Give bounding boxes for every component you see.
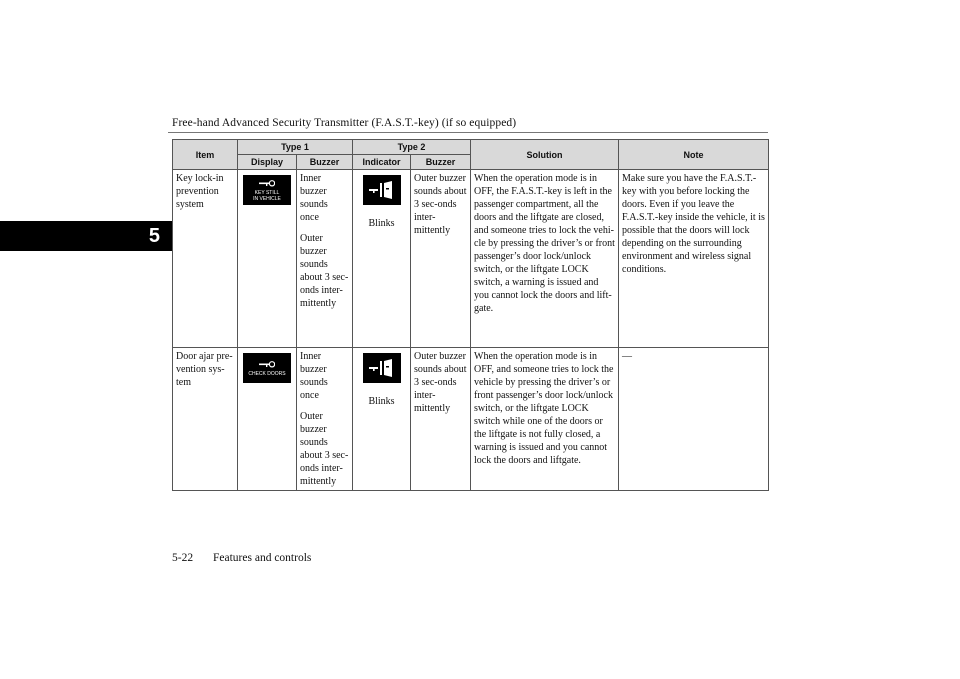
display-text-line1: KEY STILL (254, 189, 280, 196)
table-row (173, 348, 769, 491)
page-number: 5-22 (172, 552, 194, 564)
section-name: Features and controls (213, 552, 312, 564)
item-cell: Door ajar pre-vention sys-tem (173, 348, 238, 491)
buzzer-type2-cell: Outer buzzer sounds about 3 sec-onds inter-mittently (411, 348, 471, 491)
header-solution: Solution (471, 140, 619, 170)
indicator-blinks-text: Blinks (368, 218, 395, 229)
buzzer-outer-text: Outer buzzer sounds about 3 sec-onds inter-mittently (300, 233, 349, 309)
buzzer-inner-text: Inner buzzer sounds once (300, 173, 328, 223)
buzzer-type2-cell: Outer buzzer sounds about 3 sec-onds inter-mittently (411, 170, 471, 348)
table-row (173, 170, 769, 348)
header-buzzer-type1: Buzzer (297, 155, 353, 170)
solution-cell: When the operation mode is in OFF, the F.A.S.T.-key is left in the passenger compartment, all the doors and the liftgate are closed, and someone tries to lock the vehi-cle by pressing the driver’s or front passenger’s door lock/unlock switch, or the liftgate LOCK switch, a warning is issued and you cannot lock the doors and lift-gate. (471, 170, 619, 348)
header-indicator: Indicator (353, 155, 411, 170)
header-rule (168, 132, 768, 133)
header-item: Item (173, 140, 238, 170)
car-key-icon (259, 360, 275, 371)
buzzer-outer-text: Outer buzzer sounds about 3 sec-onds inter-mittently (300, 411, 349, 487)
note-cell: Make sure you have the F.A.S.T.-key with you before locking the doors. Even if you leave the F.A.S.T.-key inside the vehicle, it is possible that the doors will lock depending on the surrounding environment and wireless signal conditions. (619, 170, 769, 348)
header-type2: Type 2 (353, 140, 471, 155)
display-text-line2: IN VEHICLE (253, 195, 281, 202)
note-cell: — (619, 348, 769, 491)
door-open-indicator-icon (363, 353, 401, 383)
solution-cell: When the operation mode is in OFF, and someone tries to lock the vehicle by pressing the driver’s or front passenger’s door lock/unlock switch, or the liftgate LOCK switch while one of the doors or the liftgate is not fully closed, a warning is issued and you cannot lock the doors and liftgate. (471, 348, 619, 491)
display-text-line1: CHECK DOORS (248, 370, 286, 377)
page-header-title: Free-hand Advanced Security Transmitter (F.A.S.T.-key) (if so equipped) (172, 117, 517, 129)
chapter-tab: 5 (0, 221, 172, 251)
display-cell (238, 170, 297, 348)
door-open-indicator-icon (363, 175, 401, 205)
header-buzzer-type2: Buzzer (411, 155, 471, 170)
buzzer-type1-cell (297, 170, 353, 348)
display-cell (238, 348, 297, 491)
item-cell: Key lock-in prevention system (173, 170, 238, 348)
header-note: Note (619, 140, 769, 170)
indicator-cell (353, 348, 411, 491)
display-message-screen (243, 175, 291, 205)
display-message-screen (243, 353, 291, 383)
buzzer-inner-text: Inner buzzer sounds once (300, 351, 328, 401)
car-key-icon (259, 179, 275, 190)
header-display: Display (238, 155, 297, 170)
warning-table (172, 139, 769, 491)
indicator-blinks-text: Blinks (368, 396, 395, 407)
header-type1: Type 1 (238, 140, 353, 155)
buzzer-type1-cell (297, 348, 353, 491)
indicator-cell (353, 170, 411, 348)
